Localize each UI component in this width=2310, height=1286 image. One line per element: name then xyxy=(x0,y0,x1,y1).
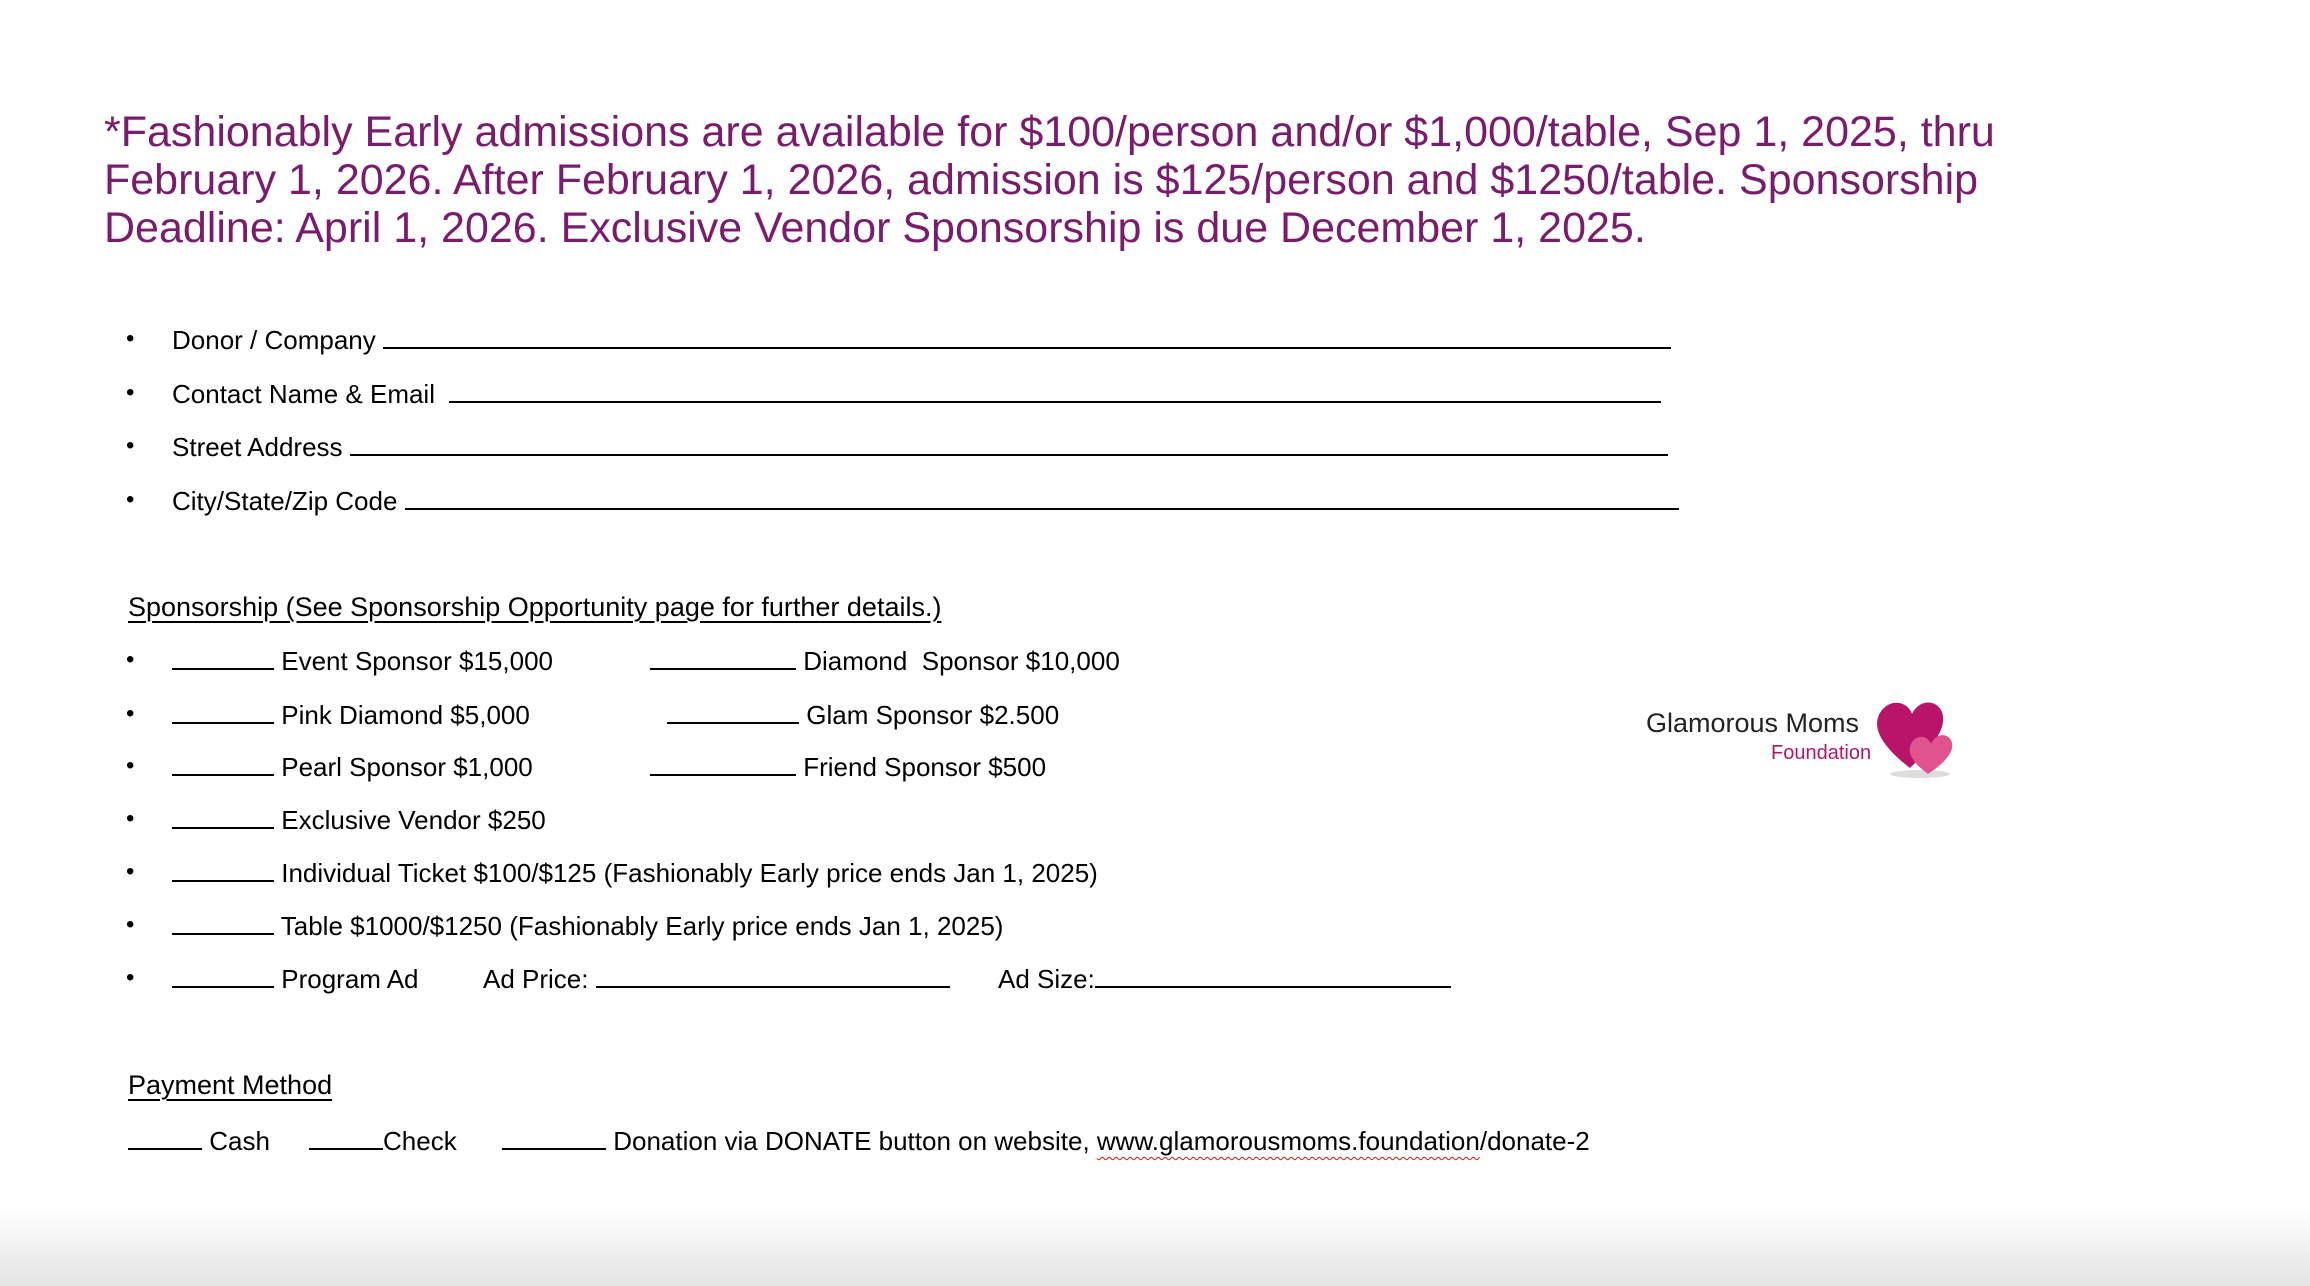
pearl-sponsor-blank[interactable] xyxy=(172,750,274,776)
donor-company-label: Donor / Company xyxy=(172,325,376,355)
friend-sponsor-label: Friend Sponsor $500 xyxy=(803,752,1047,782)
bullet: • xyxy=(126,486,135,513)
bottom-shadow xyxy=(0,1206,2310,1286)
diamond-sponsor-label: Diamond Sponsor $10,000 xyxy=(803,646,1120,676)
glam-sponsor-option[interactable] xyxy=(667,698,1059,731)
cash-option[interactable] xyxy=(128,1124,270,1157)
event-sponsor-blank[interactable] xyxy=(172,644,274,670)
table-option[interactable] xyxy=(172,909,1003,942)
bullet: • xyxy=(126,858,135,885)
pink-diamond-label: Pink Diamond $5,000 xyxy=(281,700,530,730)
donate-text: Donation via DONATE button on website, xyxy=(613,1126,1097,1156)
glam-sponsor-label: Glam Sponsor $2.500 xyxy=(806,700,1060,730)
donor-company-field[interactable] xyxy=(172,323,1671,356)
table-blank[interactable] xyxy=(172,909,274,935)
cash-label: Cash xyxy=(209,1126,270,1156)
ad-size-label: Ad Size: xyxy=(998,964,1095,994)
friend-sponsor-blank[interactable] xyxy=(650,750,796,776)
hearts-icon xyxy=(1870,690,1970,790)
street-address-field[interactable] xyxy=(172,430,1668,463)
street-address-label: Street Address xyxy=(172,432,343,462)
friend-sponsor-option[interactable] xyxy=(650,750,1046,783)
admissions-notice: *Fashionably Early admissions are available for $100/person and/or $1,000/table, Sep 1, 2025, thru February 1, 2026. After February 1, 2026, admission is $125/person and $1250/table. Sponsorship Deadline: April 1, 2026. Exclusive Vendor Sponsorship is due December 1, 2025. xyxy=(104,108,1995,252)
program-ad-label: Program Ad xyxy=(281,964,419,994)
event-sponsor-option[interactable] xyxy=(172,644,553,677)
individual-ticket-blank[interactable] xyxy=(172,856,274,882)
bullet: • xyxy=(126,325,135,352)
diamond-sponsor-blank[interactable] xyxy=(650,644,796,670)
check-blank[interactable] xyxy=(309,1124,383,1150)
bullet: • xyxy=(126,646,135,673)
ad-size-field[interactable] xyxy=(998,962,1451,995)
program-ad-blank[interactable] xyxy=(172,962,274,988)
pearl-sponsor-option[interactable] xyxy=(172,750,533,783)
pearl-sponsor-label: Pearl Sponsor $1,000 xyxy=(281,752,533,782)
bullet: • xyxy=(126,911,135,938)
pink-diamond-option[interactable] xyxy=(172,698,530,731)
event-sponsor-label: Event Sponsor $15,000 xyxy=(281,646,553,676)
bullet: • xyxy=(126,700,135,727)
street-address-line[interactable] xyxy=(350,430,1668,456)
bullet: • xyxy=(126,432,135,459)
sponsorship-heading: Sponsorship (See Sponsorship Opportunity page for further details.) xyxy=(128,592,942,622)
bullet: • xyxy=(126,379,135,406)
donor-company-line[interactable] xyxy=(383,323,1671,349)
glamorous-moms-logo xyxy=(1640,690,1970,790)
exclusive-vendor-option[interactable] xyxy=(172,803,546,836)
donate-blank[interactable] xyxy=(502,1124,606,1150)
donate-option[interactable] xyxy=(502,1124,1590,1157)
city-state-zip-line[interactable] xyxy=(405,484,1679,510)
logo-sub: Foundation xyxy=(1771,742,1872,764)
payment-method-heading: Payment Method xyxy=(128,1070,333,1100)
contact-name-email-field[interactable] xyxy=(172,377,1661,410)
ad-price-line[interactable] xyxy=(596,962,950,988)
table-label: Table $1000/$1250 (Fashionably Early price ends Jan 1, 2025) xyxy=(280,911,1004,941)
cash-blank[interactable] xyxy=(128,1124,202,1150)
ad-size-line[interactable] xyxy=(1095,962,1451,988)
donate-url-link[interactable]: www.glamorousmoms.foundation xyxy=(1096,1126,1480,1156)
glam-sponsor-blank[interactable] xyxy=(667,698,799,724)
individual-ticket-label: Individual Ticket $100/$125 (Fashionably Early price ends Jan 1, 2025) xyxy=(281,858,1098,888)
program-ad-option[interactable] xyxy=(172,962,419,995)
individual-ticket-option[interactable] xyxy=(172,856,1098,889)
logo-name: Glamorous Moms xyxy=(1646,708,1860,738)
city-state-zip-field[interactable] xyxy=(172,484,1679,517)
exclusive-vendor-label: Exclusive Vendor $250 xyxy=(281,805,546,835)
check-option[interactable] xyxy=(309,1124,457,1157)
ad-price-field[interactable] xyxy=(483,962,950,995)
bullet: • xyxy=(126,964,135,991)
donate-url-path[interactable]: /donate-2 xyxy=(1479,1126,1590,1156)
contact-name-email-line[interactable] xyxy=(449,377,1661,403)
city-state-zip-label: City/State/Zip Code xyxy=(172,486,398,516)
diamond-sponsor-option[interactable] xyxy=(650,644,1120,677)
bullet: • xyxy=(126,805,135,832)
check-label: Check xyxy=(383,1126,457,1156)
pink-diamond-blank[interactable] xyxy=(172,698,274,724)
ad-price-label: Ad Price: xyxy=(483,964,589,994)
exclusive-vendor-blank[interactable] xyxy=(172,803,274,829)
bullet: • xyxy=(126,752,135,779)
contact-name-email-label: Contact Name & Email xyxy=(172,379,435,409)
